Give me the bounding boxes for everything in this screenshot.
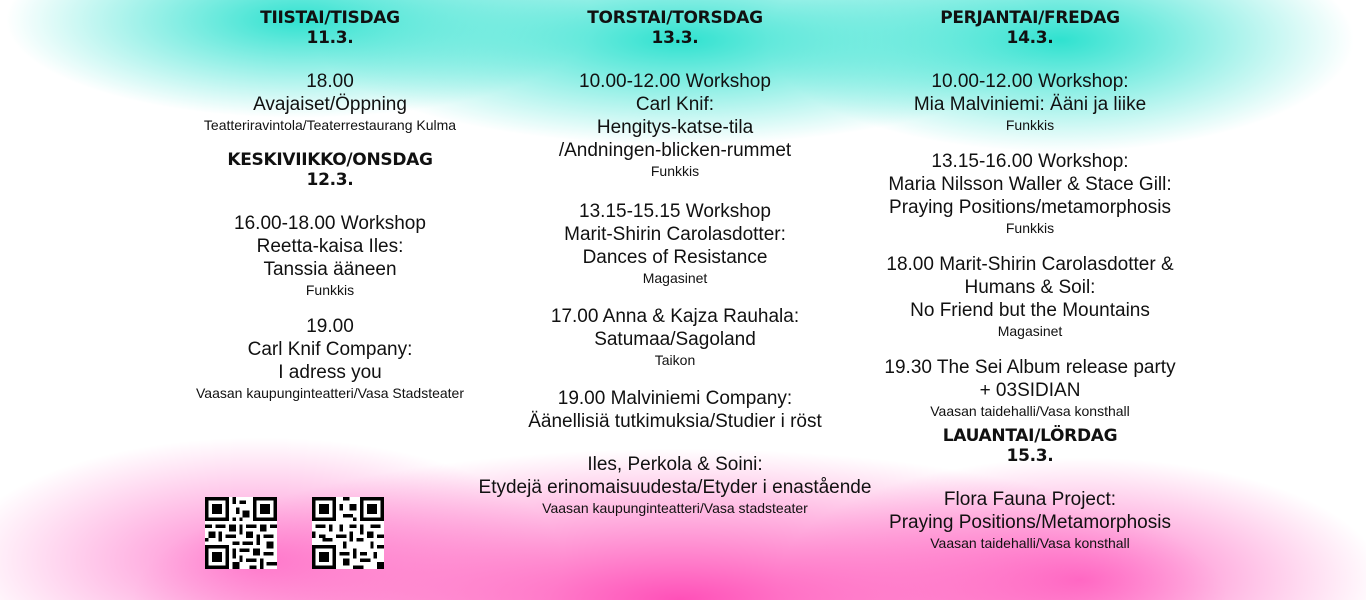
event-line: Humans & Soil: [964, 277, 1096, 298]
day-heading-friday [860, 8, 1200, 48]
day-heading-thursday [470, 8, 880, 48]
event-line: 13.15-15.15 Workshop [579, 201, 771, 222]
event [170, 212, 490, 299]
event-line: Iles, Perkola & Soini: [587, 454, 763, 475]
event [470, 453, 880, 517]
qr-code-icon[interactable] [312, 497, 384, 569]
event-line: 13.15-16.00 Workshop: [931, 151, 1129, 172]
day-name: LAUANTAI/LÖRDAG [942, 426, 1118, 446]
event [170, 70, 490, 134]
day-date: 11.3. [306, 28, 354, 48]
day-date: 12.3. [306, 170, 354, 190]
event-line: 19.00 [306, 316, 354, 337]
event-venue: Teatteriravintola/Teaterrestaurang Kulma [203, 117, 457, 133]
event-line: Carl Knif: [635, 94, 715, 115]
event-line: 18.00 [306, 71, 354, 92]
event-line: I adress you [278, 362, 382, 383]
day-date: 15.3. [1006, 446, 1054, 466]
event-line: Praying Positions/metamorphosis [889, 197, 1171, 218]
event-line: Äänellisiä tutkimuksia/Studier i röst [528, 411, 822, 432]
event-line: 16.00-18.00 Workshop [234, 213, 426, 234]
event-line: 10.00-12.00 Workshop: [931, 71, 1129, 92]
day-name: KESKIVIIKKO/ONSDAG [227, 150, 433, 170]
day-date: 14.3. [1006, 28, 1054, 48]
event-venue: Vaasan kaupunginteatteri/Vasa stadsteater [542, 500, 808, 516]
event-line: No Friend but the Mountains [910, 300, 1150, 321]
day-name: TORSTAI/TORSDAG [587, 8, 763, 28]
event-line: Dances of Resistance [582, 247, 768, 268]
event-line: /Andningen-blicken-rummet [558, 140, 792, 161]
event-venue: Funkkis [650, 163, 700, 179]
schedule-column-2 [470, 8, 880, 517]
event [470, 305, 880, 369]
event-venue: Funkkis [1005, 117, 1055, 133]
event-line: Flora Fauna Project: [943, 489, 1117, 510]
schedule-column-3 [860, 8, 1200, 552]
event [860, 356, 1200, 420]
event-line: Etydejä erinomaisuudesta/Etyder i enastående [478, 477, 872, 498]
event [470, 70, 880, 180]
event-line: 17.00 Anna & Kajza Rauhala: [550, 306, 800, 327]
day-heading-wednesday [170, 150, 490, 190]
qr-code-icon [312, 497, 384, 569]
event-venue: Taikon [654, 352, 696, 368]
event-venue: Magasinet [997, 323, 1063, 339]
event-line: Tanssia ääneen [263, 259, 397, 280]
event-venue: Funkkis [1005, 220, 1055, 236]
event [860, 488, 1200, 552]
event-venue: Funkkis [305, 282, 355, 298]
qr-code-icon[interactable] [205, 497, 277, 569]
event-line: 19.30 The Sei Album release party [884, 357, 1176, 378]
day-name: TIISTAI/TISDAG [260, 8, 400, 28]
event [860, 70, 1200, 134]
event-line: 19.00 Malviniemi Company: [557, 388, 793, 409]
schedule-column-1 [170, 8, 490, 402]
event-venue: Magasinet [642, 270, 708, 286]
event-line: 18.00 Marit-Shirin Carolasdotter & [886, 254, 1174, 275]
event-venue: Vaasan taidehalli/Vasa konsthall [930, 403, 1130, 419]
event-line: Avajaiset/Öppning [253, 94, 407, 115]
event-line: 10.00-12.00 Workshop [579, 71, 771, 92]
event-line: Hengitys-katse-tila [596, 117, 754, 138]
day-name: PERJANTAI/FREDAG [940, 8, 1120, 28]
day-heading-saturday [860, 426, 1200, 466]
event-line: + 03SIDIAN [979, 380, 1081, 401]
event-line: Mia Malviniemi: Ääni ja liike [913, 94, 1147, 115]
event [860, 253, 1200, 340]
qr-code-icon [205, 497, 277, 569]
event-line: Reetta-kaisa Iles: [256, 236, 404, 257]
event-venue: Vaasan taidehalli/Vasa konsthall [930, 535, 1130, 551]
event-line: Marit-Shirin Carolasdotter: [564, 224, 786, 245]
event-line: Praying Positions/Metamorphosis [889, 512, 1171, 533]
day-date: 13.3. [651, 28, 699, 48]
day-heading-tuesday [170, 8, 490, 48]
event-line: Maria Nilsson Waller & Stace Gill: [888, 174, 1172, 195]
event-venue: Vaasan kaupunginteatteri/Vasa Stadsteater [196, 385, 464, 401]
event-line: Satumaa/Sagoland [594, 329, 756, 350]
event [860, 150, 1200, 237]
event [470, 200, 880, 287]
event [170, 315, 490, 402]
event [470, 387, 880, 433]
event-line: Carl Knif Company: [247, 339, 413, 360]
